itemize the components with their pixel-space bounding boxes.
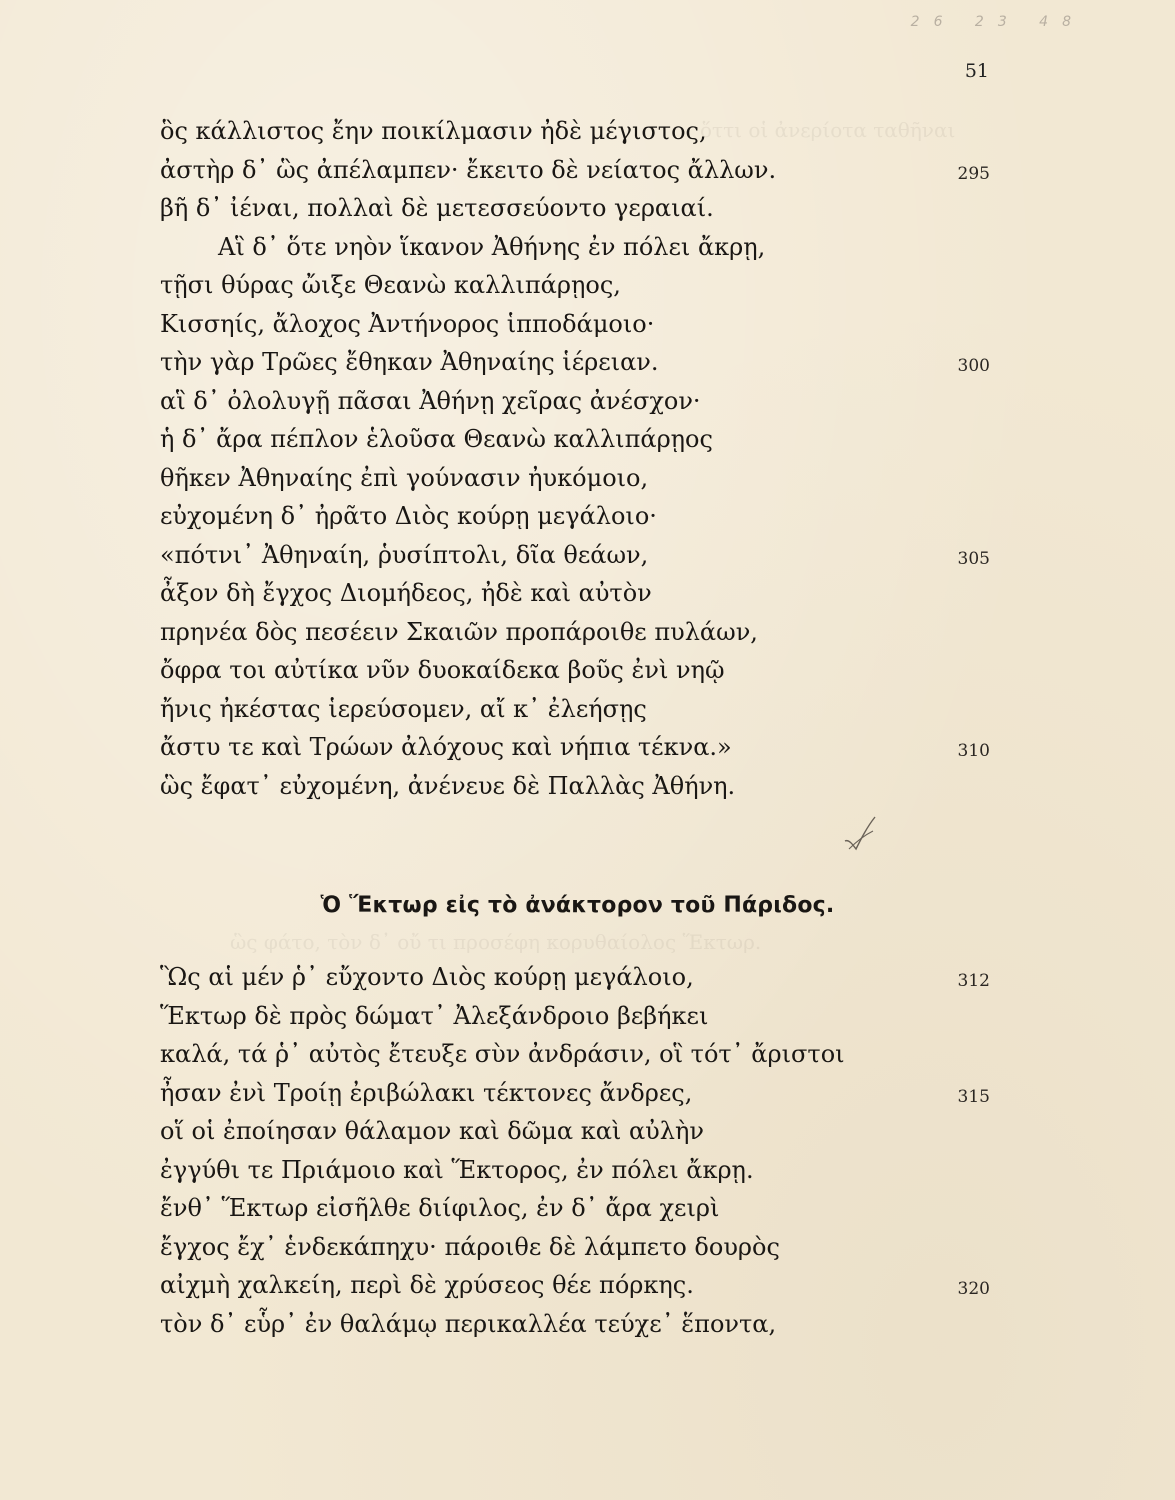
verse-line <box>160 1112 990 1151</box>
line-number: 300 <box>957 356 990 376</box>
verse-line <box>160 536 990 575</box>
verse-text: ἐγγύθι τε Πριάμοιο καὶ Ἕκτορος, ἐν πόλει ἄκρῃ. <box>160 1155 754 1184</box>
show-through-text: ὅττι οἱ ἀνερίοτα ταθῆναι <box>700 118 956 142</box>
verse-line <box>160 1151 990 1190</box>
verse-line <box>160 997 990 1036</box>
verse-line <box>160 151 990 190</box>
verse-block-top <box>160 112 990 805</box>
verse-line <box>160 1305 990 1344</box>
verse-line <box>160 382 990 421</box>
verse-line <box>160 497 990 536</box>
verse-line <box>160 651 990 690</box>
verse-text: βῆ δ᾽ ἰέναι, πολλαὶ δὲ μετεσσεύοντο γεραιαί. <box>160 194 714 222</box>
verse-text: τῇσι θύρας ὤιξε Θεανὼ καλλιπάρῃος, <box>160 271 621 299</box>
line-number: 295 <box>957 163 990 184</box>
verse-text: θῆκεν Ἀθηναίης ἐπὶ γούνασιν ἠυκόμοιο, <box>160 463 649 492</box>
verse-text: πρηνέα δὸς πεσέειν Σκαιῶν προπάροιθε πυλάων, <box>160 617 758 646</box>
verse-line <box>160 1035 990 1074</box>
verse-line <box>160 305 990 344</box>
verse-line <box>160 1228 990 1267</box>
line-number: 312 <box>957 971 990 991</box>
section-heading <box>0 893 1175 918</box>
verse-text: «πότνι᾽ Ἀθηναίη, ῥυσίπτολι, δῖα θεάων, <box>160 540 649 569</box>
verse-text: καλά, τά ῥ᾽ αὐτὸς ἔτευξε σὺν ἀνδράσιν, οἳ τότ᾽ ἄριστοι <box>160 1040 845 1068</box>
section-heading-text: Ὁ Ἕκτωρ εἰς τὸ ἀνάκτορον τοῦ Πάριδος. <box>320 893 835 918</box>
verse-line <box>160 958 990 997</box>
verse-text: ἀστὴρ δ᾽ ὣς ἀπέλαμπεν· ἔκειτο δὲ νείατος ἄλλων. <box>160 155 777 184</box>
pencil-annotation: 26 23 48 <box>910 14 1085 30</box>
verse-text: Ὣς αἱ μέν ῥ᾽ εὔχοντο Διὸς κούρῃ μεγάλοιο, <box>160 963 694 991</box>
line-number: 320 <box>957 1279 990 1299</box>
line-number: 310 <box>957 741 990 761</box>
verse-line <box>160 420 990 459</box>
verse-text: ὃς κάλλιστος ἔην ποικίλμασιν ἠδὲ μέγιστος, <box>160 117 707 145</box>
pencil-check-mark <box>843 815 877 853</box>
verse-text: ὣς ἔφατ᾽ εὐχομένη, ἀνένευε δὲ Παλλὰς Ἀθήνη. <box>160 771 736 800</box>
verse-text: ἡ δ᾽ ἄρα πέπλον ἑλοῦσα Θεανὼ καλλιπάρῃος <box>160 425 713 453</box>
verse-text: ἦσαν ἐνὶ Τροίῃ ἐριβώλακι τέκτονες ἄνδρες, <box>160 1078 693 1107</box>
verse-text: ἔγχος ἔχ᾽ ἑνδεκάπηχυ· πάροιθε δὲ λάμπετο δουρὸς <box>160 1232 780 1261</box>
verse-line <box>160 728 990 767</box>
verse-line <box>160 1266 990 1305</box>
verse-block-bottom <box>160 958 990 1343</box>
verse-text: τὴν γὰρ Τρῶες ἔθηκαν Ἀθηναίης ἱέρειαν. <box>160 348 659 376</box>
verse-line <box>160 1074 990 1113</box>
verse-line <box>160 228 990 267</box>
line-number: 305 <box>957 548 990 569</box>
verse-text: αἰχμὴ χαλκείη, περὶ δὲ χρύσεος θέε πόρκης. <box>160 1271 694 1299</box>
verse-text: ἄστυ τε καὶ Τρώων ἀλόχους καὶ νήπια τέκνα.» <box>160 733 732 761</box>
line-number: 315 <box>957 1086 990 1107</box>
verse-text: οἵ οἱ ἐποίησαν θάλαμον καὶ δῶμα καὶ αὐλὴν <box>160 1117 704 1145</box>
verse-text: ἔνθ᾽ Ἕκτωρ εἰσῆλθε διίφιλος, ἐν δ᾽ ἄρα χειρὶ <box>160 1194 720 1222</box>
verse-text: Αἳ δ᾽ ὅτε νηὸν ἵκανον Ἀθήνης ἐν πόλει ἄκρῃ, <box>218 232 766 261</box>
verse-line <box>160 343 990 382</box>
verse-line <box>160 189 990 228</box>
verse-line <box>160 459 990 498</box>
verse-text: ἤνις ἠκέστας ἱερεύσομεν, αἴ κ᾽ ἐλεήσῃς <box>160 694 647 723</box>
verse-text: εὐχομένη δ᾽ ἠρᾶτο Διὸς κούρῃ μεγάλοιο· <box>160 502 657 530</box>
verse-line <box>160 574 990 613</box>
verse-line <box>160 266 990 305</box>
verse-text: ὄφρα τοι αὐτίκα νῦν δυοκαίδεκα βοῦς ἐνὶ νηῷ <box>160 656 725 684</box>
verse-line <box>160 690 990 729</box>
page-number: 51 <box>964 60 989 82</box>
verse-text: τὸν δ᾽ εὗρ᾽ ἐν θαλάμῳ περικαλλέα τεύχε᾽ ἕποντα, <box>160 1309 777 1338</box>
verse-line <box>160 1189 990 1228</box>
verse-line <box>160 613 990 652</box>
verse-text: Κισσηίς, ἄλοχος Ἀντήνορος ἱπποδάμοιο· <box>160 309 655 338</box>
verse-text: ἆξον δὴ ἔγχος Διομήδεος, ἠδὲ καὶ αὐτὸν <box>160 579 652 607</box>
verse-line <box>160 112 990 151</box>
verse-line <box>160 767 990 806</box>
show-through-text: ὣς φάτο, τὸν δ᾽ οὔ τι προσέφη κορυθαίολος Ἕκτωρ. <box>230 930 762 954</box>
verse-text: Ἕκτωρ δὲ πρὸς δώματ᾽ Ἀλεξάνδροιο βεβήκει <box>160 1001 709 1030</box>
verse-text: αἳ δ᾽ ὀλολυγῇ πᾶσαι Ἀθήνῃ χεῖρας ἀνέσχον· <box>160 386 701 415</box>
